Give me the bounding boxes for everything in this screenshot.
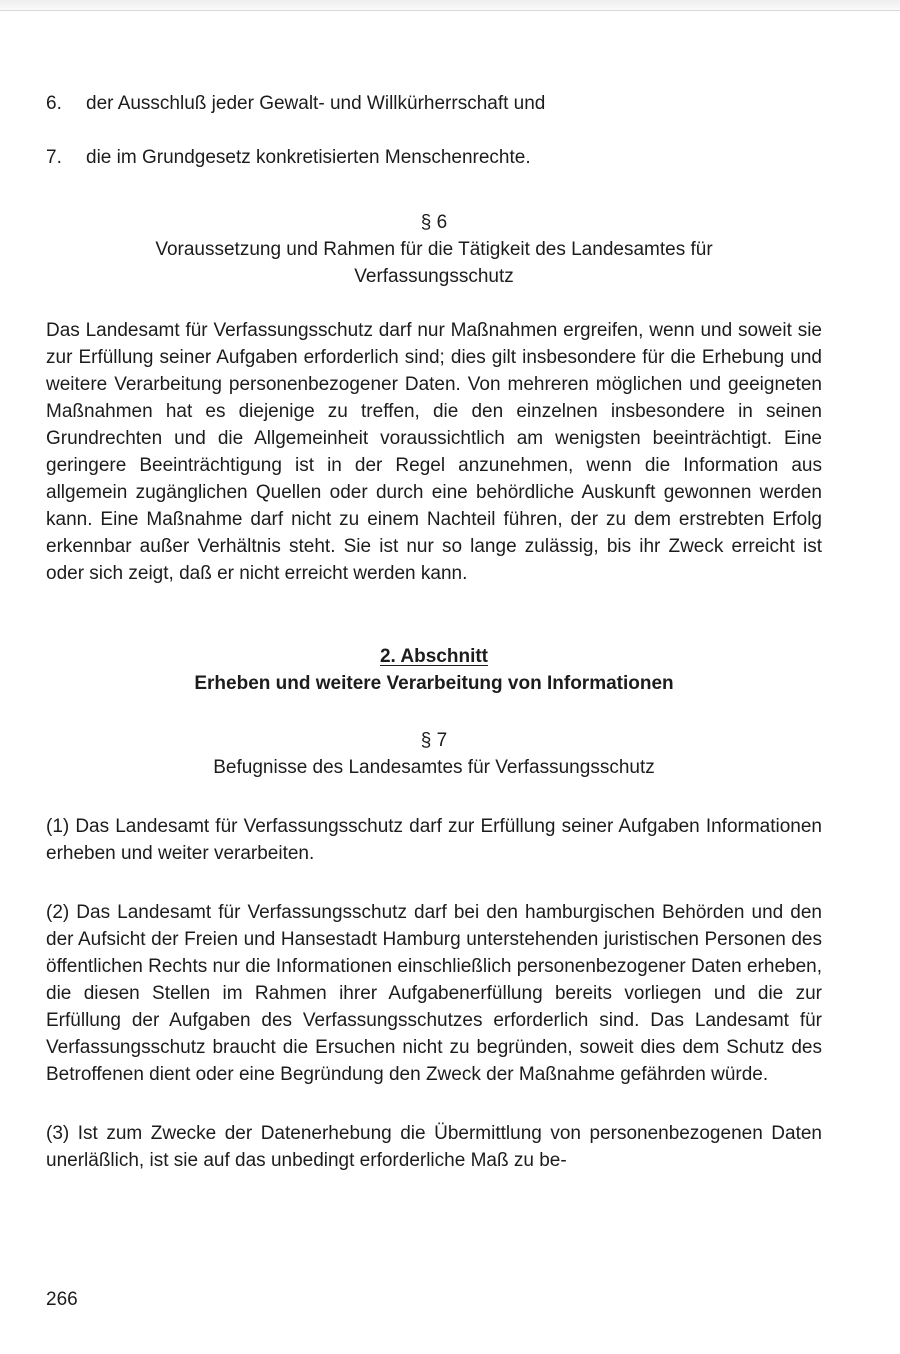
paragraph-6-number: § 6 — [420, 212, 448, 233]
list-item-text: der Ausschluß jeder Gewalt- und Willkürherrschaft und — [86, 93, 546, 114]
paragraph-6-title-line-1: Voraussetzung und Rahmen für die Tätigkeit des Landesamtes für — [155, 239, 713, 260]
paragraph-7-subsection-1: (1) Das Landesamt für Verfassungsschutz darf zur Erfüllung seiner Aufgaben Informationen erheben und weiter verarbeiten. — [46, 816, 822, 864]
section-2-title: Erheben und weitere Verarbeitung von Informationen — [194, 673, 674, 694]
paragraph-7-subsection-2: (2) Das Landesamt für Verfassungsschutz darf bei den hamburgischen Behörden und den der Aufsicht der Freien und Hansestadt Hamburg unterstehenden juristischen Personen des öffentlichen Rechts nur die Informationen einschließlich personenbezogener Daten erheben, die diesen Stellen im Rahmen ihrer Aufgabenerfüllung bereits vorliegen und die zur Erfüllung der Aufgaben des Verfassungsschutzes erforderlich sind. Das Landesamt für Verfassungsschutz braucht die Ersuchen nicht zu begründen, soweit dies dem Schutz des Betroffenen dient oder eine Begründung den Zweck der Maßnahme gefährden würde. — [46, 902, 822, 1085]
document-page — [46, 90, 822, 1174]
paragraph-7-number: § 7 — [420, 730, 448, 751]
list-item-7 — [46, 144, 822, 171]
list-item-number: 7. — [46, 147, 62, 168]
page-number: 266 — [46, 1289, 78, 1310]
paragraph-7-title: Befugnisse des Landesamtes für Verfassungsschutz — [213, 757, 655, 778]
list-item-text: die im Grundgesetz konkretisierten Menschenrechte. — [86, 147, 531, 168]
paragraph-6-body: Das Landesamt für Verfassungsschutz darf nur Maßnahmen ergreifen, wenn und soweit sie zur Erfüllung seiner Aufgaben erforderlich sind; dies gilt insbesondere für die Erhebung und weitere Verarbeitung personenbezogener Daten. Von mehreren möglichen und geeigneten Maßnahmen hat es diejenige zu treffen, die den einzelnen insbesondere in seinen Grundrechten und die Allgemeinheit voraussichtlich am wenigsten beeinträchtigt. Eine geringere Beeinträchtigung ist in der Regel anzunehmen, wenn die Information aus allgemein zugänglichen Quellen oder durch eine behördliche Auskunft gewonnen werden kann. Eine Maßnahme darf nicht zu einem Nachteil führen, der zu dem erstrebten Erfolg erkennbar außer Verhältnis steht. Sie ist nur so lange zulässig, bis ihr Zweck erreicht ist oder sich zeigt, daß er nicht erreicht werden kann. — [46, 320, 822, 584]
section-2-number: 2. Abschnitt — [379, 646, 489, 667]
list-item-6 — [46, 90, 822, 117]
scan-top-edge — [0, 0, 900, 11]
section-2-heading — [46, 643, 822, 670]
list-item-number: 6. — [46, 93, 62, 114]
paragraph-6-title-line-2: Verfassungsschutz — [354, 266, 514, 287]
paragraph-7-subsection-3: (3) Ist zum Zwecke der Datenerhebung die Übermittlung von personenbezogenen Daten unerläßlich, ist sie auf das unbedingt erforderliche Maß zu be- — [46, 1123, 822, 1171]
